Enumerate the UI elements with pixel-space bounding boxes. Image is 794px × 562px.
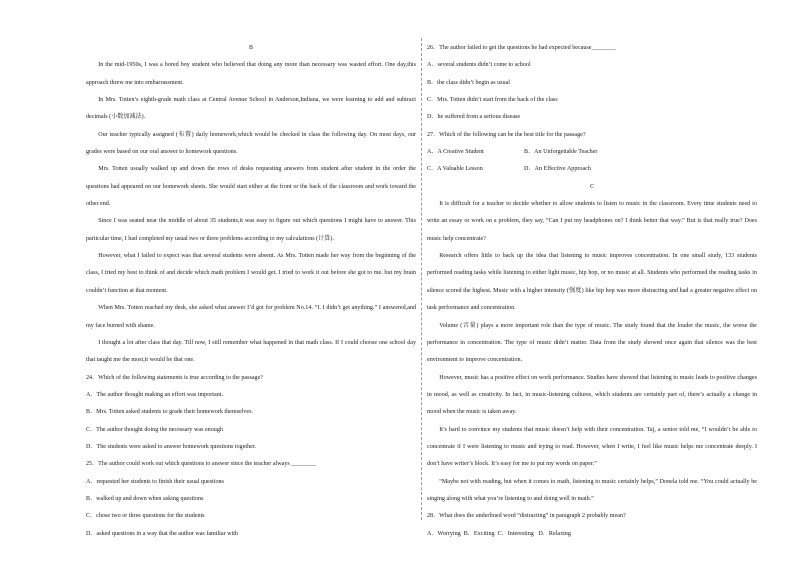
option-28-c: C．Interesting	[497, 530, 534, 537]
question-24: 24．Which of the following statements is true according to the passage?	[86, 374, 264, 381]
option-27-a: A．A Creative Student	[427, 149, 484, 156]
option-26-b: B．the class didn’t begin as usual	[427, 79, 510, 86]
option-26-c: C．Mrs. Totten didn’t start from the back of the class	[427, 97, 558, 104]
option-24-a: A．The author thought making an effort was important.	[86, 391, 223, 398]
option-27-d: D．An Effective Approach	[524, 166, 591, 173]
right-column	[427, 40, 757, 543]
option-27-c: C．A Valuable Lesson	[427, 166, 483, 173]
column-divider	[421, 38, 422, 520]
option-25-b: B．walked up and down when asking questions	[86, 495, 204, 502]
paragraph: In the mid-1950s, I was a bored boy student who believed that doing any more than necessary was wasted effort. One day,this approach threw me into embarrassment.	[86, 62, 416, 86]
section-heading-c: C	[589, 183, 595, 190]
question-27: 27．Which of the following can be the best title for the passage?	[427, 131, 586, 138]
paragraph: It is difficult for a teacher to decide whether to allow students to listen to music in the classroom. Every time students need to write an essay or work on a problem, they say, “Can I put my headphones on? I think better that way.” But is that really true? Does music help concentrate?	[427, 201, 757, 242]
paragraph: Our teacher typically assigned (布置) daily homework,which would be checked in class the following day. On most days, our grades were based on our oral answer to homework questions.	[86, 131, 416, 156]
options-row	[427, 144, 757, 161]
option-27-b: B．An Unforgettable Teacher	[524, 149, 598, 156]
paragraph: I thought a lot after class that day. Till now, I still remember what happened in that math class. If I could choose one school day that taught me the most,it would be that one.	[86, 339, 416, 364]
option-25-d: D．asked questions in a way that the author was familiar with	[86, 530, 238, 537]
paragraph: However, music has a positive effect on work performance. Studies have showed that listening to music leads to positive changes in mood, as well as creativity. In fact, in music-listening cultures, which students are certainly part of, there’s actually a change in mood when the music is taken away.	[427, 374, 757, 416]
paragraph: Research offers little to back up the idea that listening to music improves concentration. In one small study, 133 students performed reading tasks while listening to either light music, hip hop, or no music at all. Students who performed the reading tasks in silence scored the highest. Music with a higher intensity (强度) like hip hop was more distracting and had a greater negative effect on task performance and concentration.	[427, 253, 757, 312]
paragraph: Since I was seated near the middle of about 35 students,it was easy to figure out which questions I might have to answer. This particular time, I had completed my usual two or three problems according to my calculations (计算).	[86, 218, 416, 242]
left-column	[86, 40, 416, 543]
option-24-b: B．Mrs. Totten asked students to grade their homework themselves.	[86, 409, 254, 416]
options-row	[427, 161, 757, 178]
option-24-c: C．The author thought doing the necessary was enough	[86, 426, 223, 433]
paragraph: When Mrs. Totten reached my desk, she asked what answer I’d got for problem No.14. “I. I didn’t get anything.” I answered,and my face burned with shame.	[86, 305, 416, 329]
paragraph: It’s hard to convince my students that music doesn’t help with their concentration. Taj, a senior told me, “I wouldn’t be able to concentrate if I were listening to music and trying to read. However, when I write, I feel like music helps me concentrate deeply. I don’t have writer’s block. It’s easy for me to put my words on paper.”	[427, 426, 757, 468]
paragraph: In Mrs. Totten’s eighth-grade math class at Central Avenue School in Anderson,Indiana, we were learning to add and subtract decimals (小数加减法).	[86, 97, 416, 121]
question-25: 25．The author could work out which questions to answer since the teacher always ________	[86, 461, 316, 468]
paragraph: However, what I failed to expect was that several students were absent. As Mrs. Totten made her way from the beginning of the class, I tried my best to think of and decide which math problem I would get. I tried to work it out before she got to me. but my brain couldn’t function at that moment.	[86, 253, 416, 294]
option-28-a: A．Worrying	[427, 530, 461, 537]
paragraph: “Maybe not with reading, but when it comes to math, listening to music certainly helps,” Donela told me. “You could actually be singing along with what you’re listening to and doing well in math.”	[427, 478, 757, 502]
option-25-c: C．chose two or three questions for the students	[86, 513, 205, 520]
paragraph: Volume (音量) plays a more important role than the type of music. The study found that the louder the music, the worse the performance in concentration. The type of music didn’t matter. Data from the study showed once again that silence was the best environment to improve concentration.	[427, 322, 757, 364]
question-28: 28．What does the underlined word “distracting” in paragraph 2 probably mean?	[427, 513, 626, 520]
paragraph: Mrs. Totten usually walked up and down the rows of desks requesting answers from student after student in the order the questions had appeared on our homework sheets. She would start either at the front or the back of the classroom and work toward the other end.	[86, 166, 416, 208]
option-24-d: D．The students were asked to answer homework questions together.	[86, 443, 257, 450]
option-25-a: A．requested her students to finish their usual questions	[86, 478, 224, 485]
options-28	[427, 526, 757, 543]
question-26: 26．The author failed to get the questions he had expected because________	[427, 45, 616, 51]
option-26-a: A．several students didn’t come to school	[427, 62, 531, 69]
option-26-d: D．he suffered from a serious disease	[427, 114, 521, 121]
option-28-d: D．Relaxing	[538, 530, 571, 537]
section-heading-b: B	[248, 45, 254, 51]
option-28-b: B．Exciting	[463, 530, 495, 537]
